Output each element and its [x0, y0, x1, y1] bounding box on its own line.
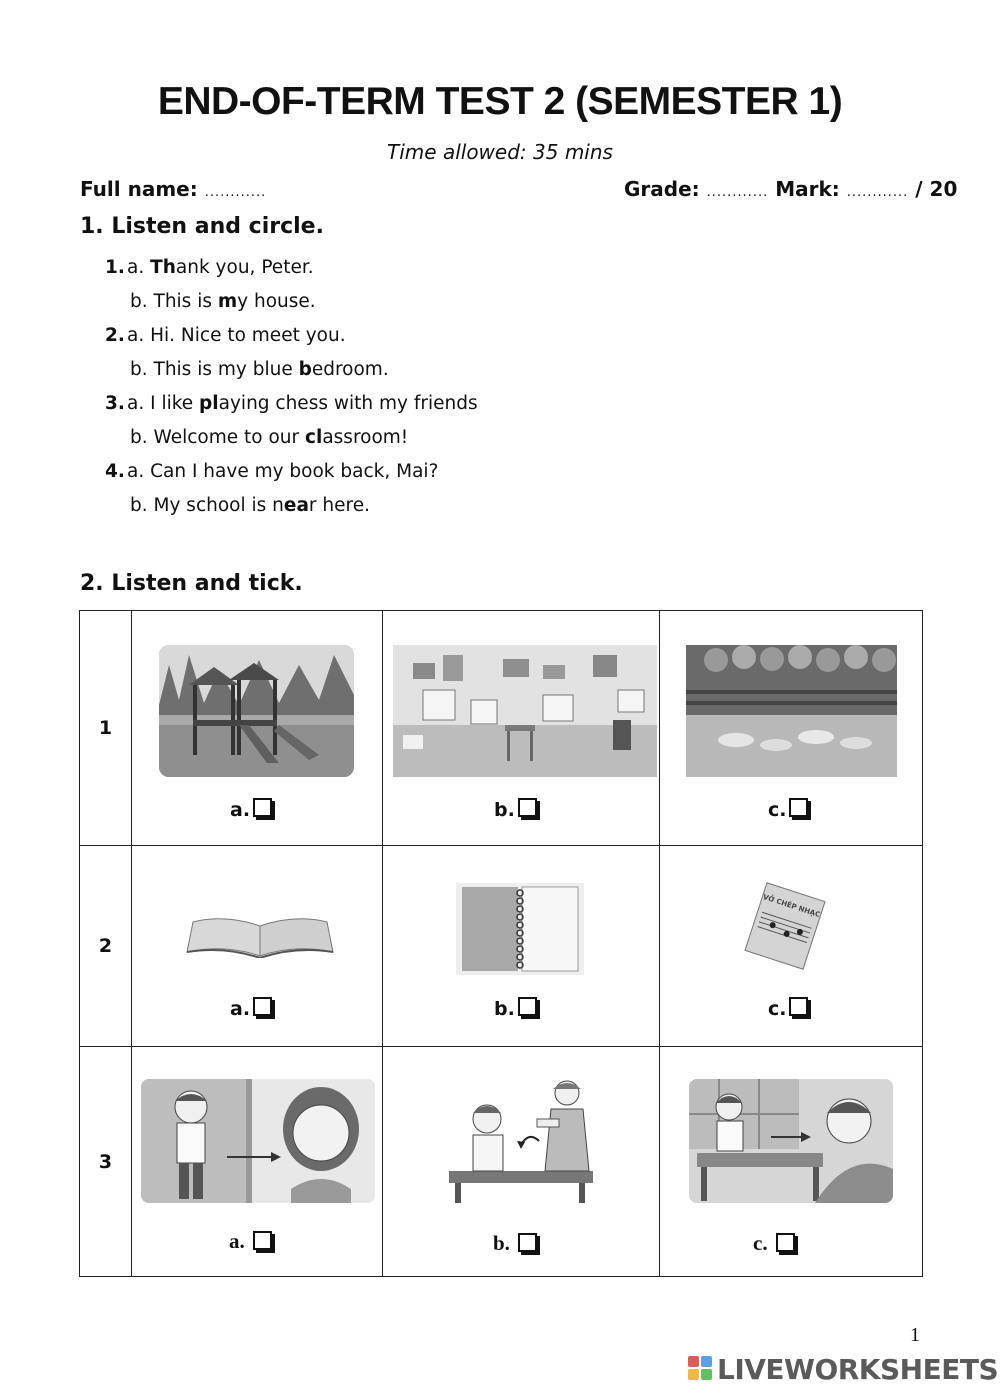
full-name-field[interactable]: ............ [204, 185, 267, 200]
tick-option-a[interactable] [230, 998, 272, 1020]
checkbox[interactable] [776, 1233, 795, 1252]
option-cell [132, 611, 383, 846]
listen-circle-list [105, 256, 478, 528]
option-text: Can I have my book back, Mai? [150, 461, 439, 482]
option-text: edroom. [311, 359, 389, 380]
option-bold: b [298, 359, 312, 380]
option-text: My school is n [153, 495, 284, 516]
item-4-option-a[interactable] [105, 460, 478, 494]
option-letter: b. [130, 495, 154, 516]
section-1-heading: 1. Listen and circle. [80, 214, 324, 239]
checkbox[interactable] [253, 1231, 272, 1250]
gym-image [686, 645, 897, 777]
table-row [80, 1047, 923, 1277]
grade-field[interactable]: ............ [706, 185, 769, 200]
option-text: assroom! [322, 427, 409, 448]
tick-option-c[interactable] [768, 799, 808, 821]
option-letter: b. [493, 1231, 510, 1255]
option-bold: Th [150, 257, 176, 278]
tick-option-b[interactable] [494, 799, 537, 821]
option-letter: c. [768, 998, 787, 1020]
mark-total: / 20 [915, 177, 958, 201]
brand-text: LIVEWORKSHEETS [717, 1352, 999, 1386]
option-cell [132, 846, 383, 1047]
option-bold: pl [199, 393, 219, 414]
option-cell [383, 611, 660, 846]
item-3-option-a[interactable] [105, 392, 478, 426]
teacher-student-image [689, 1079, 893, 1203]
option-letter: a. [229, 1229, 245, 1253]
table-row [80, 846, 923, 1047]
tick-option-a[interactable] [230, 799, 272, 821]
option-cell [132, 1047, 383, 1277]
playground-image [159, 645, 354, 777]
item-number: 3. [105, 393, 125, 414]
notebook-image [456, 883, 584, 975]
liveworksheets-icon [688, 1356, 714, 1382]
page-title: END-OF-TERM TEST 2 (SEMESTER 1) [157, 80, 843, 123]
item-number: 4. [105, 461, 125, 482]
page-number: 1 [910, 1324, 920, 1346]
item-number: 1. [105, 257, 125, 278]
option-text: This is [153, 291, 218, 312]
option-cell [660, 846, 923, 1047]
art-room-image [393, 645, 657, 777]
liveworksheets-logo[interactable] [688, 1352, 998, 1386]
mark-field[interactable]: ............ [846, 185, 909, 200]
notebook-cover-text: VỞ CHÉP NHẠC [761, 893, 822, 920]
grade-mark-line [624, 177, 957, 201]
option-text: y house. [237, 291, 316, 312]
checkbox[interactable] [518, 997, 537, 1016]
checkbox[interactable] [518, 1233, 537, 1252]
option-bold: ea [283, 495, 309, 516]
grade-label: Grade: [624, 177, 700, 201]
item-4-option-b[interactable] [105, 494, 478, 528]
item-number: 2. [105, 325, 125, 346]
option-bold: m [217, 291, 238, 312]
full-name-line [80, 177, 266, 201]
checkbox[interactable] [253, 798, 272, 817]
checkbox[interactable] [253, 997, 272, 1016]
item-2-option-a[interactable] [105, 324, 478, 358]
option-cell [660, 1047, 923, 1277]
option-text: r here. [308, 495, 370, 516]
listen-tick-table [79, 610, 923, 1277]
item-1-option-b[interactable] [105, 290, 478, 324]
mark-label: Mark: [775, 177, 840, 201]
option-letter: a. [230, 998, 251, 1020]
option-letter: b. [494, 799, 515, 821]
row-number: 2 [80, 846, 132, 1047]
music-notebook-image [746, 882, 826, 968]
option-letter: c. [753, 1231, 768, 1255]
time-allowed: Time allowed: 35 mins [387, 140, 613, 164]
option-letter: b. [130, 359, 154, 380]
tick-option-c[interactable] [753, 1231, 795, 1256]
option-cell [660, 611, 923, 846]
tick-option-b[interactable] [494, 998, 537, 1020]
full-name-label: Full name: [80, 177, 198, 201]
option-letter: a. [127, 325, 151, 346]
tick-option-b[interactable] [493, 1231, 537, 1256]
table-row [80, 611, 923, 846]
return-book-image [449, 1079, 593, 1205]
option-bold: cl [305, 427, 323, 448]
option-letter: b. [130, 427, 154, 448]
option-letter: a. [127, 461, 151, 482]
boy-greets-girl-image [141, 1079, 375, 1203]
option-text: Hi. Nice to meet you. [150, 325, 346, 346]
option-letter: b. [494, 998, 515, 1020]
checkbox[interactable] [518, 798, 537, 817]
open-book-image [185, 914, 335, 958]
option-letter: a. [127, 257, 151, 278]
option-letter: a. [127, 393, 151, 414]
tick-option-a[interactable] [229, 1229, 272, 1254]
option-text: ank you, Peter. [175, 257, 314, 278]
option-text: This is my blue [153, 359, 299, 380]
option-text: Welcome to our [153, 427, 306, 448]
option-cell [383, 1047, 660, 1277]
option-letter: a. [230, 799, 251, 821]
row-number: 3 [80, 1047, 132, 1277]
option-text: I like [150, 393, 200, 414]
tick-option-c[interactable] [768, 998, 808, 1020]
item-1-option-a[interactable] [105, 256, 478, 290]
checkbox[interactable] [789, 798, 808, 817]
item-3-option-b[interactable] [105, 426, 478, 460]
row-number: 1 [80, 611, 132, 846]
checkbox[interactable] [789, 997, 808, 1016]
section-2-heading: 2. Listen and tick. [80, 571, 303, 596]
option-cell [383, 846, 660, 1047]
option-text: aying chess with my friends [218, 393, 478, 414]
option-letter: b. [130, 291, 154, 312]
item-2-option-b[interactable] [105, 358, 478, 392]
option-letter: c. [768, 799, 787, 821]
